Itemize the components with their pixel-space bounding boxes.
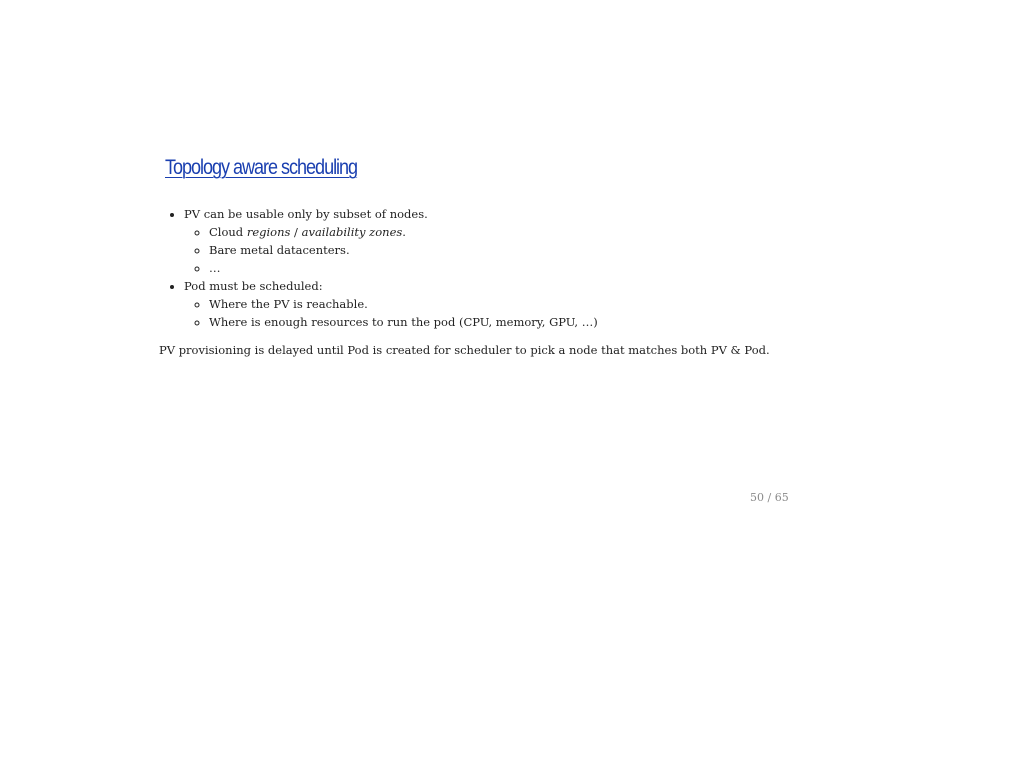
- slide-title: Topology aware scheduling: [165, 156, 358, 179]
- sub-bullet-text: Where the PV is reachable.: [209, 297, 368, 311]
- sub-bullet-item: [209, 295, 859, 313]
- bullet-text: Pod must be scheduled:: [184, 279, 323, 293]
- slide-content: [159, 205, 859, 359]
- bullet-item: [184, 277, 859, 331]
- page-number: 50 / 65: [750, 491, 789, 504]
- sub-bullet-list: [184, 295, 859, 331]
- sub-bullet-emphasis: regions: [246, 225, 291, 239]
- sub-bullet-item: [209, 259, 859, 277]
- bullet-item: [184, 205, 859, 277]
- sub-bullet-text: …: [209, 261, 221, 275]
- sub-bullet-suffix: .: [402, 225, 406, 239]
- sub-bullet-item: [209, 223, 859, 241]
- sub-bullet-separator: /: [290, 225, 302, 239]
- sub-bullet-item: [209, 313, 859, 331]
- sub-bullet-list: [184, 223, 859, 277]
- sub-bullet-text: Bare metal datacenters.: [209, 243, 350, 257]
- summary-paragraph: PV provisioning is delayed until Pod is created for scheduler to pick a node that matches both PV & Pod.: [159, 343, 770, 357]
- bullet-list: [159, 205, 859, 331]
- bullet-text: PV can be usable only by subset of nodes.: [184, 207, 428, 221]
- sub-bullet-prefix: Cloud: [209, 225, 247, 239]
- sub-bullet-emphasis: availability zones: [301, 225, 403, 239]
- sub-bullet-text: Where is enough resources to run the pod (CPU, memory, GPU, …): [209, 315, 598, 329]
- sub-bullet-item: [209, 241, 859, 259]
